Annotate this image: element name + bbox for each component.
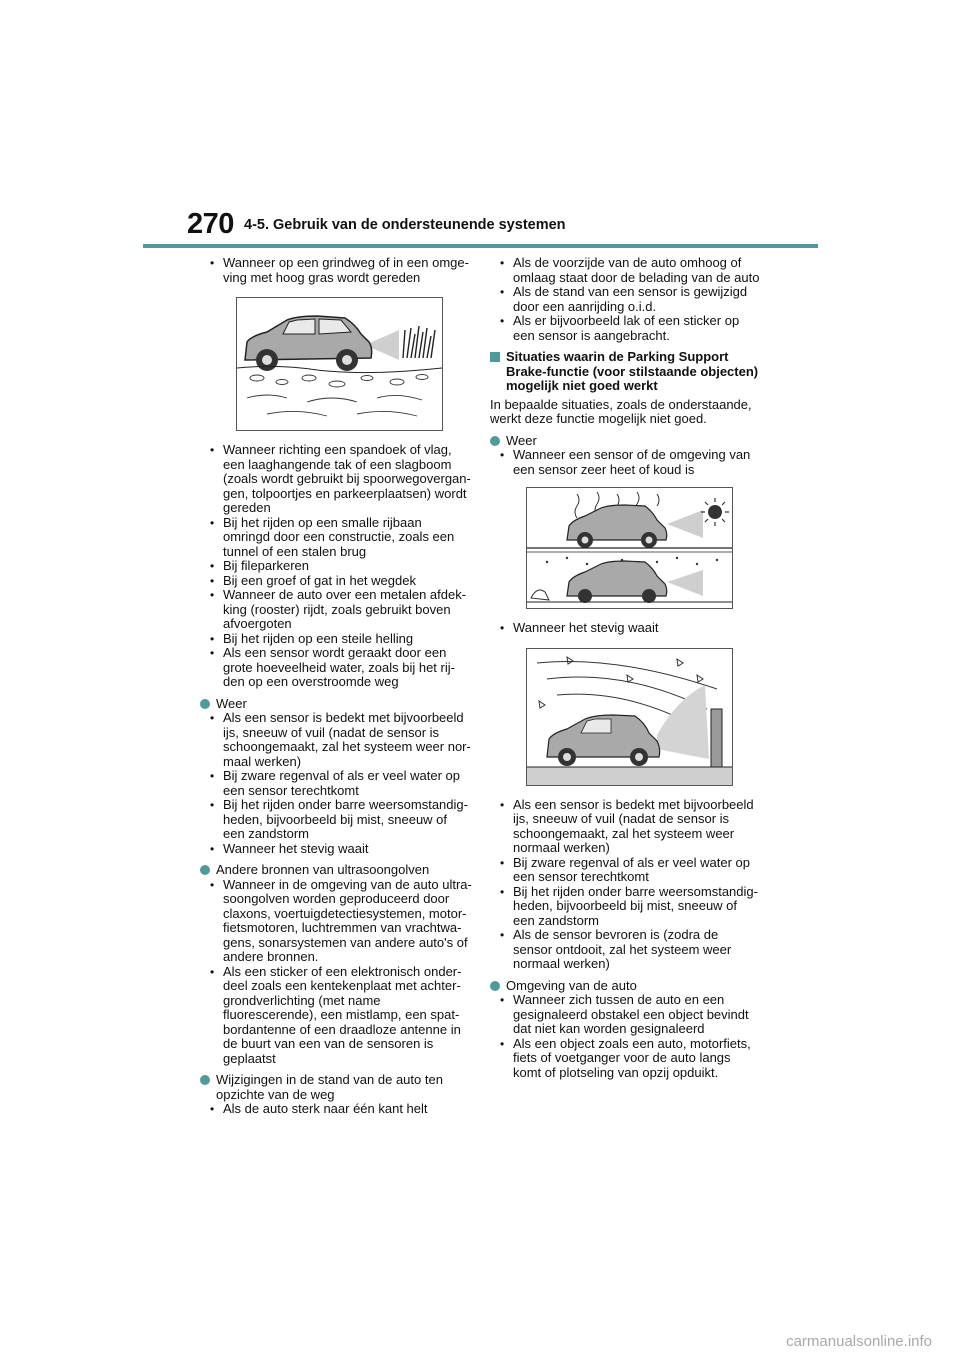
right-weer-heading-text: Weer (506, 432, 537, 448)
circle-bullet-icon (200, 865, 210, 875)
list-item: • Als een sensor wordt geraakt door een grote hoeveelheid water, zoals bij het rijden op een overstroomde weg (200, 646, 472, 690)
right-weer-list-2 (490, 621, 760, 636)
list-item: • Als een sensor is bedekt met bijvoorbeeld ijs, sneeuw of vuil (nadat de sensor is schoongemaakt, zal het systeem weer normaal werken) (490, 798, 760, 856)
circle-bullet-icon (490, 981, 500, 991)
circle-bullet-icon (200, 699, 210, 709)
circle-bullet-icon (490, 436, 500, 446)
list-item: • Wanneer op een grindweg of in een omgeving met hoog gras wordt gereden (200, 256, 472, 285)
list-item: • Wanneer een sensor of de omgeving van een sensor zeer heet of koud is (490, 448, 760, 477)
strong-wind-illustration (526, 648, 733, 786)
list-item: • Bij fileparkeren (200, 559, 472, 574)
list-item: • Als de sensor bevroren is (zodra de sensor ontdooit, zal het systeem weer normaal werken) (490, 928, 760, 972)
car-on-gravel-figure (237, 298, 442, 430)
right-column (490, 256, 760, 1080)
list-item: • Als een sticker of een elektronisch onderdeel zoals een kentekenplaat met achtergrondverlichting (met name fluorescerende), een mistlamp, een spatbordantenne of een draadloze antenne in de buurt van een van de sensoren is geplaatst (200, 965, 472, 1067)
hot-cold-illustration (526, 487, 733, 609)
left-weer-list (200, 711, 472, 856)
circle-bullet-icon (200, 1075, 210, 1085)
list-item: • Bij het rijden op een steile helling (200, 632, 472, 647)
header-rule (143, 244, 818, 248)
square-bullet-icon (490, 352, 500, 362)
list-item: • Als een sensor is bedekt met bijvoorbeeld ijs, sneeuw of vuil (nadat de sensor is schoongemaakt, zal het systeem weer normaal werken) (200, 711, 472, 769)
left-column (200, 256, 472, 1117)
watermark: carmanualsonline.info (786, 1333, 932, 1350)
left-ultra-list (200, 878, 472, 1067)
list-item: • Wanneer in de omgeving van de auto ultrasoongolven worden geproduceerd door claxons, voertuigdetectiesystemen, motorfietsmotoren, luchtremmen van vrachtwagens, sonarsystemen van andere auto's of andere bronnen. (200, 878, 472, 965)
right-omgeving-list (490, 993, 760, 1080)
left-list-2 (200, 443, 472, 690)
list-item: • Bij het rijden onder barre weersomstandigheden, bijvoorbeeld bij mist, sneeuw of een zandstorm (490, 885, 760, 929)
ultrasound-heading (200, 863, 472, 878)
right-weer-list-3 (490, 798, 760, 972)
stand-heading (200, 1073, 472, 1102)
list-item: • Als er bijvoorbeeld lak of een sticker op een sensor is aangebracht. (490, 314, 760, 343)
page-number: 270 (187, 208, 234, 240)
list-item: • Wanneer zich tussen de auto en een gesignaleerd obstakel een object bevindt dat niet kan worden gesignaleerd (490, 993, 760, 1037)
list-item: • Als een object zoals een auto, motorfiets, fiets of voetganger voor de auto langs komt of plotseling van opzij opduikt. (490, 1037, 760, 1081)
list-item: • Bij zware regenval of als er veel water op een sensor terechtkomt (200, 769, 472, 798)
left-intro-list (200, 256, 472, 285)
list-item: • Wanneer het stevig waait (200, 842, 472, 857)
list-item: • Wanneer de auto over een metalen afdekking (rooster) rijdt, zoals gebruikt boven afvoergoten (200, 588, 472, 632)
section-paragraph: In bepaalde situaties, zoals de onderstaande, werkt deze functie mogelijk niet goed. (490, 396, 752, 426)
right-weer-heading (490, 434, 760, 449)
gravel-road-illustration (236, 297, 443, 431)
right-top-list (490, 256, 760, 343)
omgeving-heading (490, 979, 760, 994)
list-item: • Bij zware regenval of als er veel water op een sensor terechtkomt (490, 856, 760, 885)
section-heading (490, 350, 760, 394)
list-item: • Bij het rijden op een smalle rijbaan omringd door een constructie, zoals een tunnel of een stalen brug (200, 516, 472, 560)
list-item: • Wanneer het stevig waait (490, 621, 760, 636)
list-item: • Als de stand van een sensor is gewijzigd door een aanrijding o.i.d. (490, 285, 760, 314)
hot-cold-sensor-figure (527, 488, 732, 608)
list-item: • Als de voorzijde van de auto omhoog of omlaag staat door de belading van de auto (490, 256, 760, 285)
chapter-title: 4-5. Gebruik van de ondersteunende systemen (244, 217, 566, 233)
weer-heading-text: Weer (216, 695, 247, 711)
left-stand-list (200, 1102, 472, 1117)
weer-heading (200, 697, 472, 712)
list-item: • Bij het rijden onder barre weersomstandigheden, bijvoorbeeld bij mist, sneeuw of een zandstorm (200, 798, 472, 842)
stand-heading-text: Wijzigingen in de stand van de auto ten opzichte van de weg (216, 1072, 443, 1102)
list-item: • Als de auto sterk naar één kant helt (200, 1102, 472, 1117)
right-weer-list-1 (490, 448, 760, 477)
ultrasound-heading-text: Andere bronnen van ultrasoongolven (216, 862, 430, 877)
section-heading-text: Situaties waarin de Parking Support Brake-functie (voor stilstaande objecten) mogelijk niet goed werkt (506, 349, 759, 393)
list-item: • Wanneer richting een spandoek of vlag, een laaghangende tak of een slagboom (zoals wordt gebruikt bij spoorwegovergangen, tolpoortjes en parkeerplaatsen) wordt gereden (200, 443, 472, 516)
strong-wind-figure (527, 649, 732, 785)
list-item: • Bij een groef of gat in het wegdek (200, 574, 472, 589)
omgeving-heading-text: Omgeving van de auto (506, 977, 637, 993)
